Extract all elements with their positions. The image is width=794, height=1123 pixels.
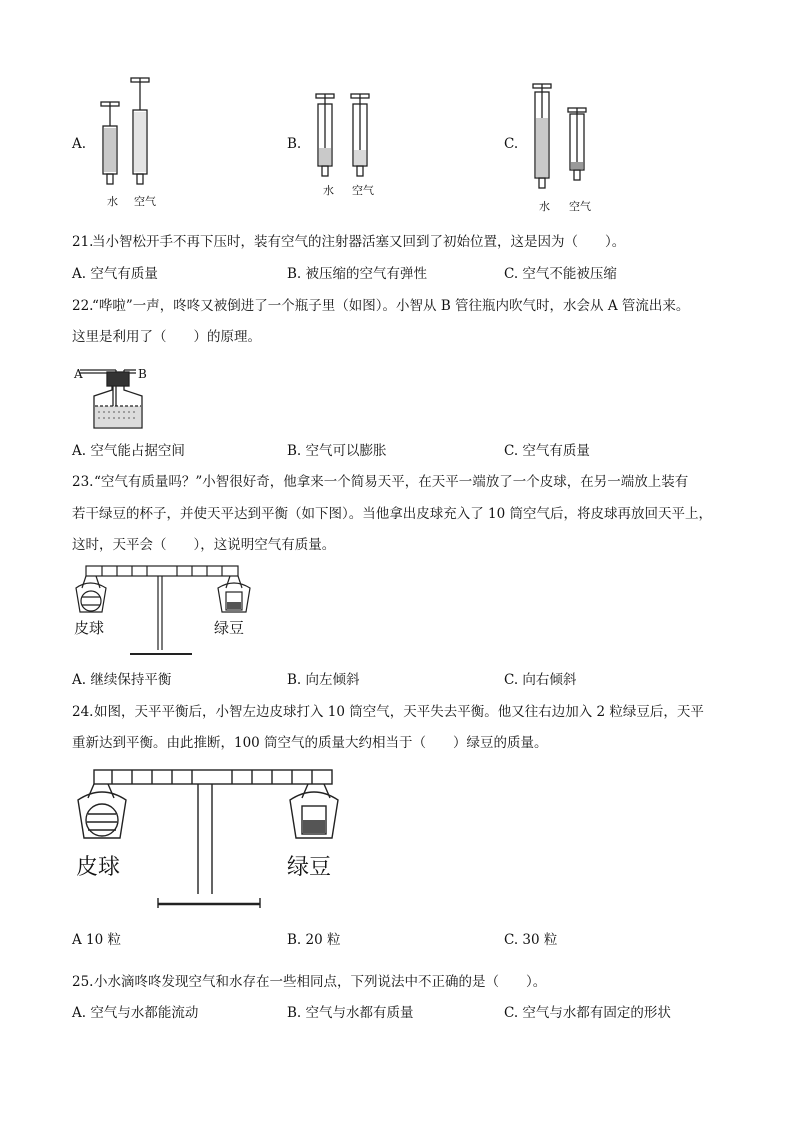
q22-label-b: B	[138, 367, 147, 381]
q24-label-ball: 皮球	[76, 855, 121, 880]
q24-label-beans: 绿豆	[287, 855, 332, 880]
q20-syringes-c-image	[525, 82, 605, 197]
q24-stem-line2: 重新达到平衡。由此推断，100 筒空气的质量大约相当于（ ）绿豆的质量。	[72, 735, 548, 751]
q23-number: 23.	[72, 474, 94, 490]
q20-syringes-b-image	[310, 90, 390, 180]
q20-option-b-label: B.	[287, 136, 302, 152]
q25-number: 25.	[72, 974, 94, 990]
q23-label-ball: 皮球	[74, 619, 105, 637]
q23-balance-image	[72, 562, 252, 662]
q22-number: 22.	[72, 298, 94, 314]
q25-option-a[interactable]: A. 空气与水都能流动	[72, 1005, 199, 1021]
q22-option-c[interactable]: C. 空气有质量	[504, 443, 590, 459]
q20-b-air-label: 空气	[352, 184, 374, 197]
q24-stem-line1: 如图，天平平衡后，小智左边皮球打入 10 筒空气，天平失去平衡。他又往右边加入 2 粒绿豆后，天平	[94, 704, 704, 720]
q24-option-a[interactable]: A 10 粒	[72, 932, 122, 948]
q24-option-c[interactable]: C. 30 粒	[504, 932, 558, 948]
q25-stem: 小水滴咚咚发现空气和水存在一些相同点，下列说法中不正确的是（ ）。	[94, 974, 547, 990]
q21-option-b[interactable]: B. 被压缩的空气有弹性	[287, 266, 428, 282]
q23-stem-line2: 若干绿豆的杯子，并使天平达到平衡（如下图）。当他拿出皮球充入了 10 筒空气后，将皮球再放回天平上，	[72, 506, 713, 522]
q23-stem-line3: 这时，天平会（ ），这说明空气有质量。	[72, 537, 336, 553]
q24-balance-image	[72, 766, 352, 916]
q24-number: 24.	[72, 704, 94, 720]
q20-option-a-label: A.	[72, 136, 87, 152]
q23-option-c[interactable]: C. 向右倾斜	[504, 672, 577, 688]
q23-option-b[interactable]: B. 向左倾斜	[287, 672, 360, 688]
q20-syringes-a-image	[95, 76, 165, 191]
q20-option-c-label: C.	[504, 136, 519, 152]
q22-label-a: A	[74, 367, 83, 381]
q21-option-a[interactable]: A. 空气有质量	[72, 266, 158, 282]
q20-a-water-label: 水	[107, 195, 118, 208]
q20-c-air-label: 空气	[569, 200, 591, 213]
q22-bottle-image	[72, 362, 162, 434]
q20-a-air-label: 空气	[134, 195, 156, 208]
q22-stem-line2: 这里是利用了（ ）的原理。	[72, 329, 261, 345]
q21-stem: 当小智松开手不再下压时，装有空气的注射器活塞又回到了初始位置，这是因为（ ）。	[92, 234, 626, 250]
q22-option-b[interactable]: B. 空气可以膨胀	[287, 443, 387, 459]
q21-option-c[interactable]: C. 空气不能被压缩	[504, 266, 617, 282]
q21-number: 21.	[72, 234, 94, 250]
q23-stem-line1: “空气有质量吗？”小智很好奇，他拿来一个简易天平，在天平一端放了一个皮球，在另一端放上装有	[94, 474, 689, 490]
q22-option-a[interactable]: A. 空气能占据空间	[72, 443, 185, 459]
q25-option-c[interactable]: C. 空气与水都有固定的形状	[504, 1005, 671, 1021]
q23-label-beans: 绿豆	[214, 619, 245, 637]
q24-option-b[interactable]: B. 20 粒	[287, 932, 341, 948]
q20-b-water-label: 水	[323, 184, 334, 197]
q25-option-b[interactable]: B. 空气与水都有质量	[287, 1005, 414, 1021]
q23-option-a[interactable]: A. 继续保持平衡	[72, 672, 172, 688]
q20-c-water-label: 水	[539, 200, 550, 213]
q22-stem-line1: “哗啦”一声，咚咚又被倒进了一个瓶子里（如图）。小智从 B 管往瓶内吹气时，水会从 A 管流出来。	[92, 298, 690, 314]
